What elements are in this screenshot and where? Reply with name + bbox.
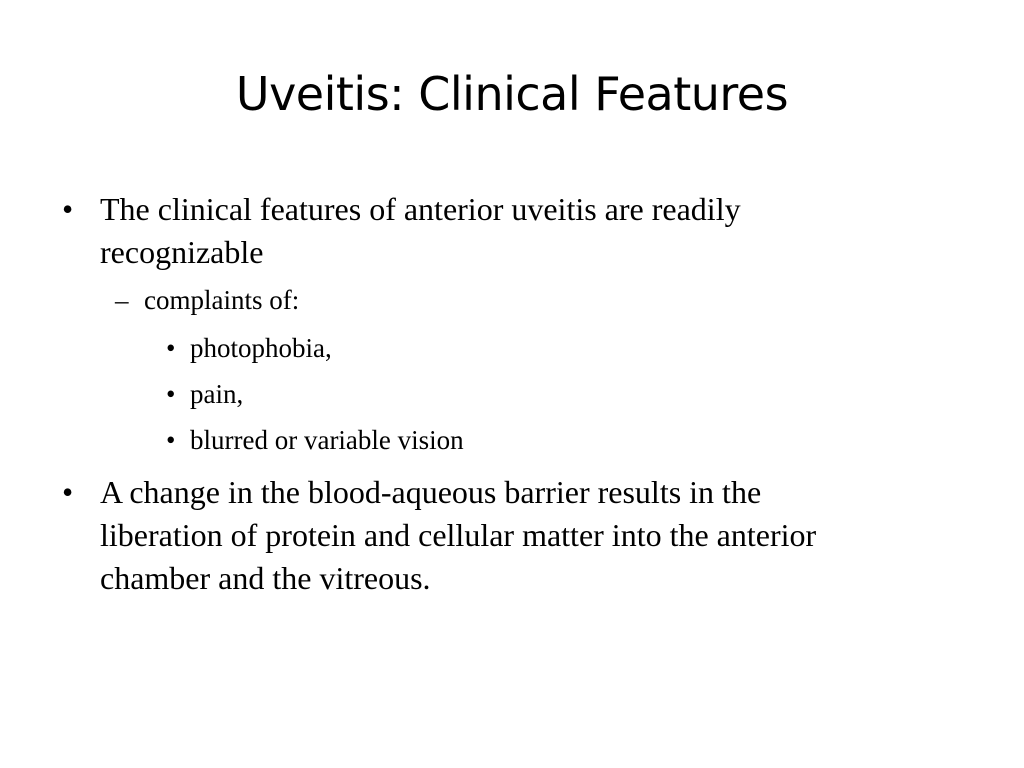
bullet-marker: •	[62, 474, 74, 510]
slide-title: Uveitis: Clinical Features	[235, 67, 789, 121]
sub-bullet-text: complaints of:	[144, 285, 300, 315]
sub-bullet-item	[62, 283, 862, 317]
sub-sub-bullet-text: photophobia,	[190, 333, 332, 363]
bullet-marker: •	[166, 333, 176, 363]
sub-sub-bullet-item	[62, 331, 862, 365]
bullet-marker: •	[166, 425, 176, 455]
dash-marker: –	[115, 285, 129, 315]
sub-sub-bullet-text: pain,	[190, 379, 244, 409]
sub-sub-bullet-text: blurred or variable vision	[190, 425, 464, 455]
bullet-marker: •	[166, 379, 176, 409]
slide-body	[62, 188, 862, 609]
bullet-item	[62, 188, 862, 274]
bullet-text: A change in the blood-aqueous barrier results in the liberation of protein and cellular matter into the anterior chamber and the vitreous.	[100, 474, 817, 596]
sub-sub-bullet-item	[62, 423, 862, 457]
sub-sub-bullet-item	[62, 377, 862, 411]
bullet-text: The clinical features of anterior uveitis are readily recognizable	[100, 191, 741, 270]
bullet-item	[62, 471, 862, 600]
bullet-marker: •	[62, 191, 74, 227]
